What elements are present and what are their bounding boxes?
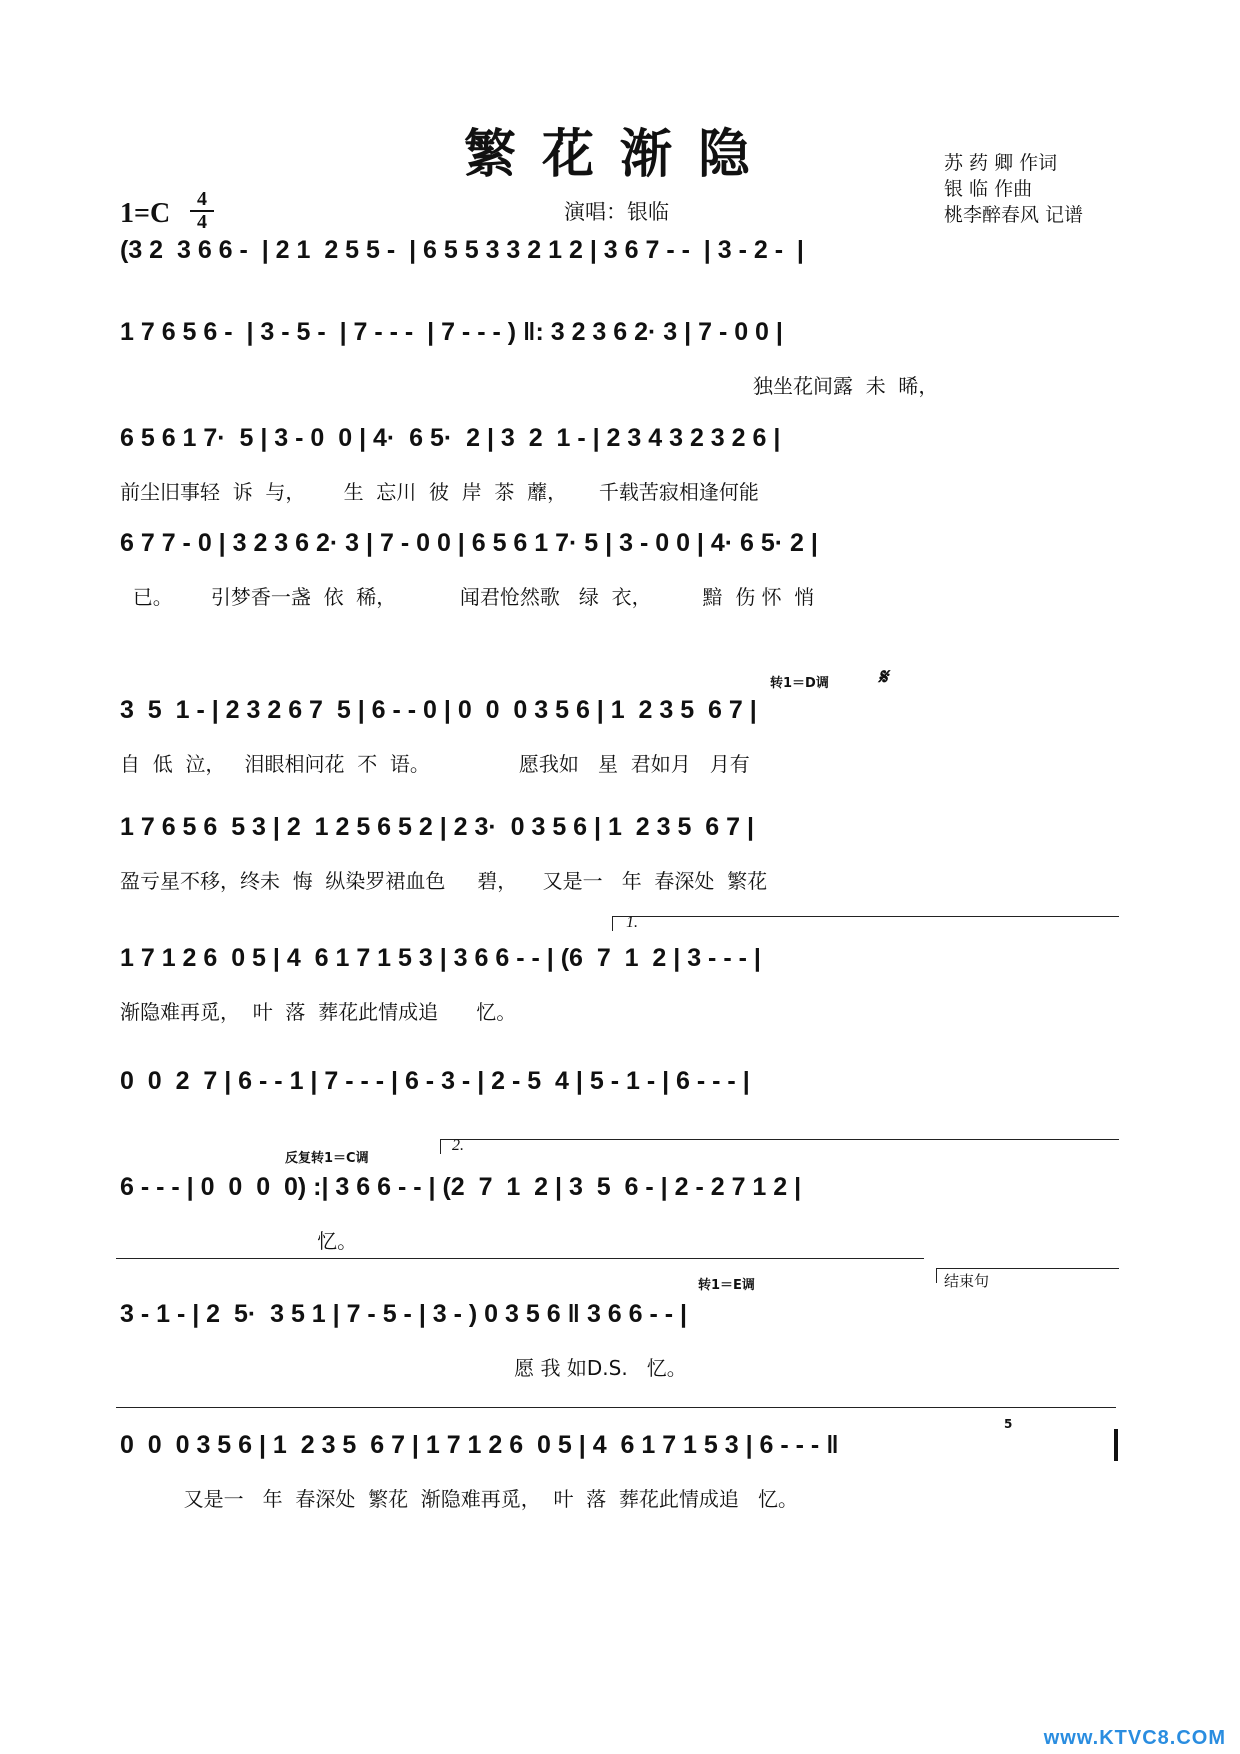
staff-system-11 — [120, 1417, 1120, 1545]
key-signature: 1=C — [120, 198, 171, 229]
watermark: www.KTVC8.COM — [1043, 1727, 1226, 1749]
staff-system-7 — [120, 914, 1120, 1058]
notes-line: 1 7 1 2 6 0 5 | 4 6 1 7 1 5 3 | 3 6 6 - - | (6 7 1 2 | 3 - - - | — [120, 944, 761, 972]
staff-system-2 — [120, 312, 1120, 432]
second-ending-bracket — [440, 1139, 1119, 1154]
lyrics-line: 前尘旧事轻 诉 与， 生 忘川 彼 岸 茶 蘼， 千载苦寂相逢何能 — [120, 480, 759, 504]
segno-sign: 𝄋 — [878, 664, 888, 690]
staff-system-6 — [120, 807, 1120, 927]
staff-system-8 — [120, 1061, 1120, 1181]
lyrics-line: 盈亏星不移，终未 悔 纵染罗裙血色 碧， 又是一 年 春深处 繁花 — [120, 869, 768, 893]
notes-line: 1 7 6 5 6 - | 3 - 5 - | 7 - - - | 7 - - - ) ‖: 3 2 3 6 2· 3 | 7 - 0 0 | — [120, 318, 783, 346]
final-barline — [1114, 1429, 1118, 1461]
lyricist-credit: 苏 药 卿 作词 — [944, 152, 1058, 174]
staff-system-10 — [120, 1272, 1120, 1414]
grace-note: 5 — [1004, 1417, 1013, 1431]
system-bracket-line — [116, 1407, 1116, 1408]
lyrics-line: 已。 引梦香一盏 依 稀， 闻君怆然歌 绿 衣， 黯 伤 怀 悄 — [120, 585, 815, 609]
lyrics-line: 自 低 泣， 泪眼相问花 不 语。 愿我如 星 君如月 月有 — [120, 752, 750, 776]
staff-system-5 — [120, 664, 1120, 810]
lyrics-line: 又是一 年 春深处 繁花 渐隐难再觅， 叶 落 葬花此情成追 忆。 — [120, 1487, 799, 1511]
modulation-mark-d: 转1＝D调 — [770, 676, 829, 691]
time-signature-top: 4 — [197, 188, 207, 210]
lyrics-line: 愿 我 如D.S. 忆。 — [120, 1356, 687, 1380]
repeat-modulation-mark: 反复转1＝C调 — [285, 1151, 369, 1166]
time-signature — [190, 190, 214, 232]
lyrics-line: 渐隐难再觅， 叶 落 葬花此情成追 忆。 — [120, 1000, 517, 1024]
modulation-mark-e: 转1＝E调 — [698, 1278, 755, 1293]
transcriber-credit: 桃李醉春风 记谱 — [944, 204, 1084, 226]
first-ending-bracket — [612, 916, 1119, 931]
notes-line: 0 0 2 7 | 6 - - 1 | 7 - - - | 6 - 3 - | 2 - 5 4 | 5 - 1 - | 6 - - - | — [120, 1067, 750, 1095]
song-title: 繁花渐隐 — [463, 124, 776, 185]
staff-system-4 — [120, 523, 1120, 643]
staff-system-3 — [120, 418, 1120, 538]
first-ending-number: 1. — [626, 914, 638, 931]
notes-line: (3 2 3 6 6 - | 2 1 2 5 5 - | 6 5 5 3 3 2 1 2 | 3 6 7 - - | 3 - 2 - | — [120, 236, 804, 264]
notes-line: 6 - - - | 0 0 0 0) :| 3 6 6 - - | (2 7 1 2 | 3 5 6 - | 2 - 2 7 1 2 | — [120, 1173, 802, 1201]
singer: 演唱：银临 — [564, 200, 669, 224]
credits — [944, 150, 1083, 228]
lyrics-line: 独坐花间露 未 晞， — [753, 374, 939, 398]
notes-line: 6 5 6 1 7· 5 | 3 - 0 0 | 4· 6 5· 2 | 3 2 1 - | 2 3 4 3 2 3 2 6 | — [120, 424, 781, 452]
composer-credit: 银 临 作曲 — [944, 178, 1033, 200]
coda-label: 结束句 — [944, 1272, 990, 1290]
lyrics-line: 忆。 — [120, 1229, 358, 1253]
notes-line: 3 5 1 - | 2 3 2 6 7 5 | 6 - - 0 | 0 0 0 3 5 6 | 1 2 3 5 6 7 | — [120, 696, 757, 724]
notes-line: 1 7 6 5 6 5 3 | 2 1 2 5 6 5 2 | 2 3· 0 3 5 6 | 1 2 3 5 6 7 | — [120, 813, 754, 841]
notes-line: 6 7 7 - 0 | 3 2 3 6 2· 3 | 7 - 0 0 | 6 5 6 1 7· 5 | 3 - 0 0 | 4· 6 5· 2 | — [120, 529, 818, 557]
notes-line: 3 - 1 - | 2 5· 3 5 1 | 7 - 5 - | 3 - ) 0 3 5 6 ‖ 3 6 6 - - | — [120, 1300, 688, 1328]
second-ending-number: 2. — [452, 1137, 464, 1154]
notes-line: 0 0 0 3 5 6 | 1 2 3 5 6 7 | 1 7 1 2 6 0 5 | 4 6 1 7 1 5 3 | 6 - - - ‖ — [120, 1431, 839, 1459]
system-bracket-line — [116, 1258, 924, 1259]
time-signature-bottom: 4 — [197, 211, 207, 233]
